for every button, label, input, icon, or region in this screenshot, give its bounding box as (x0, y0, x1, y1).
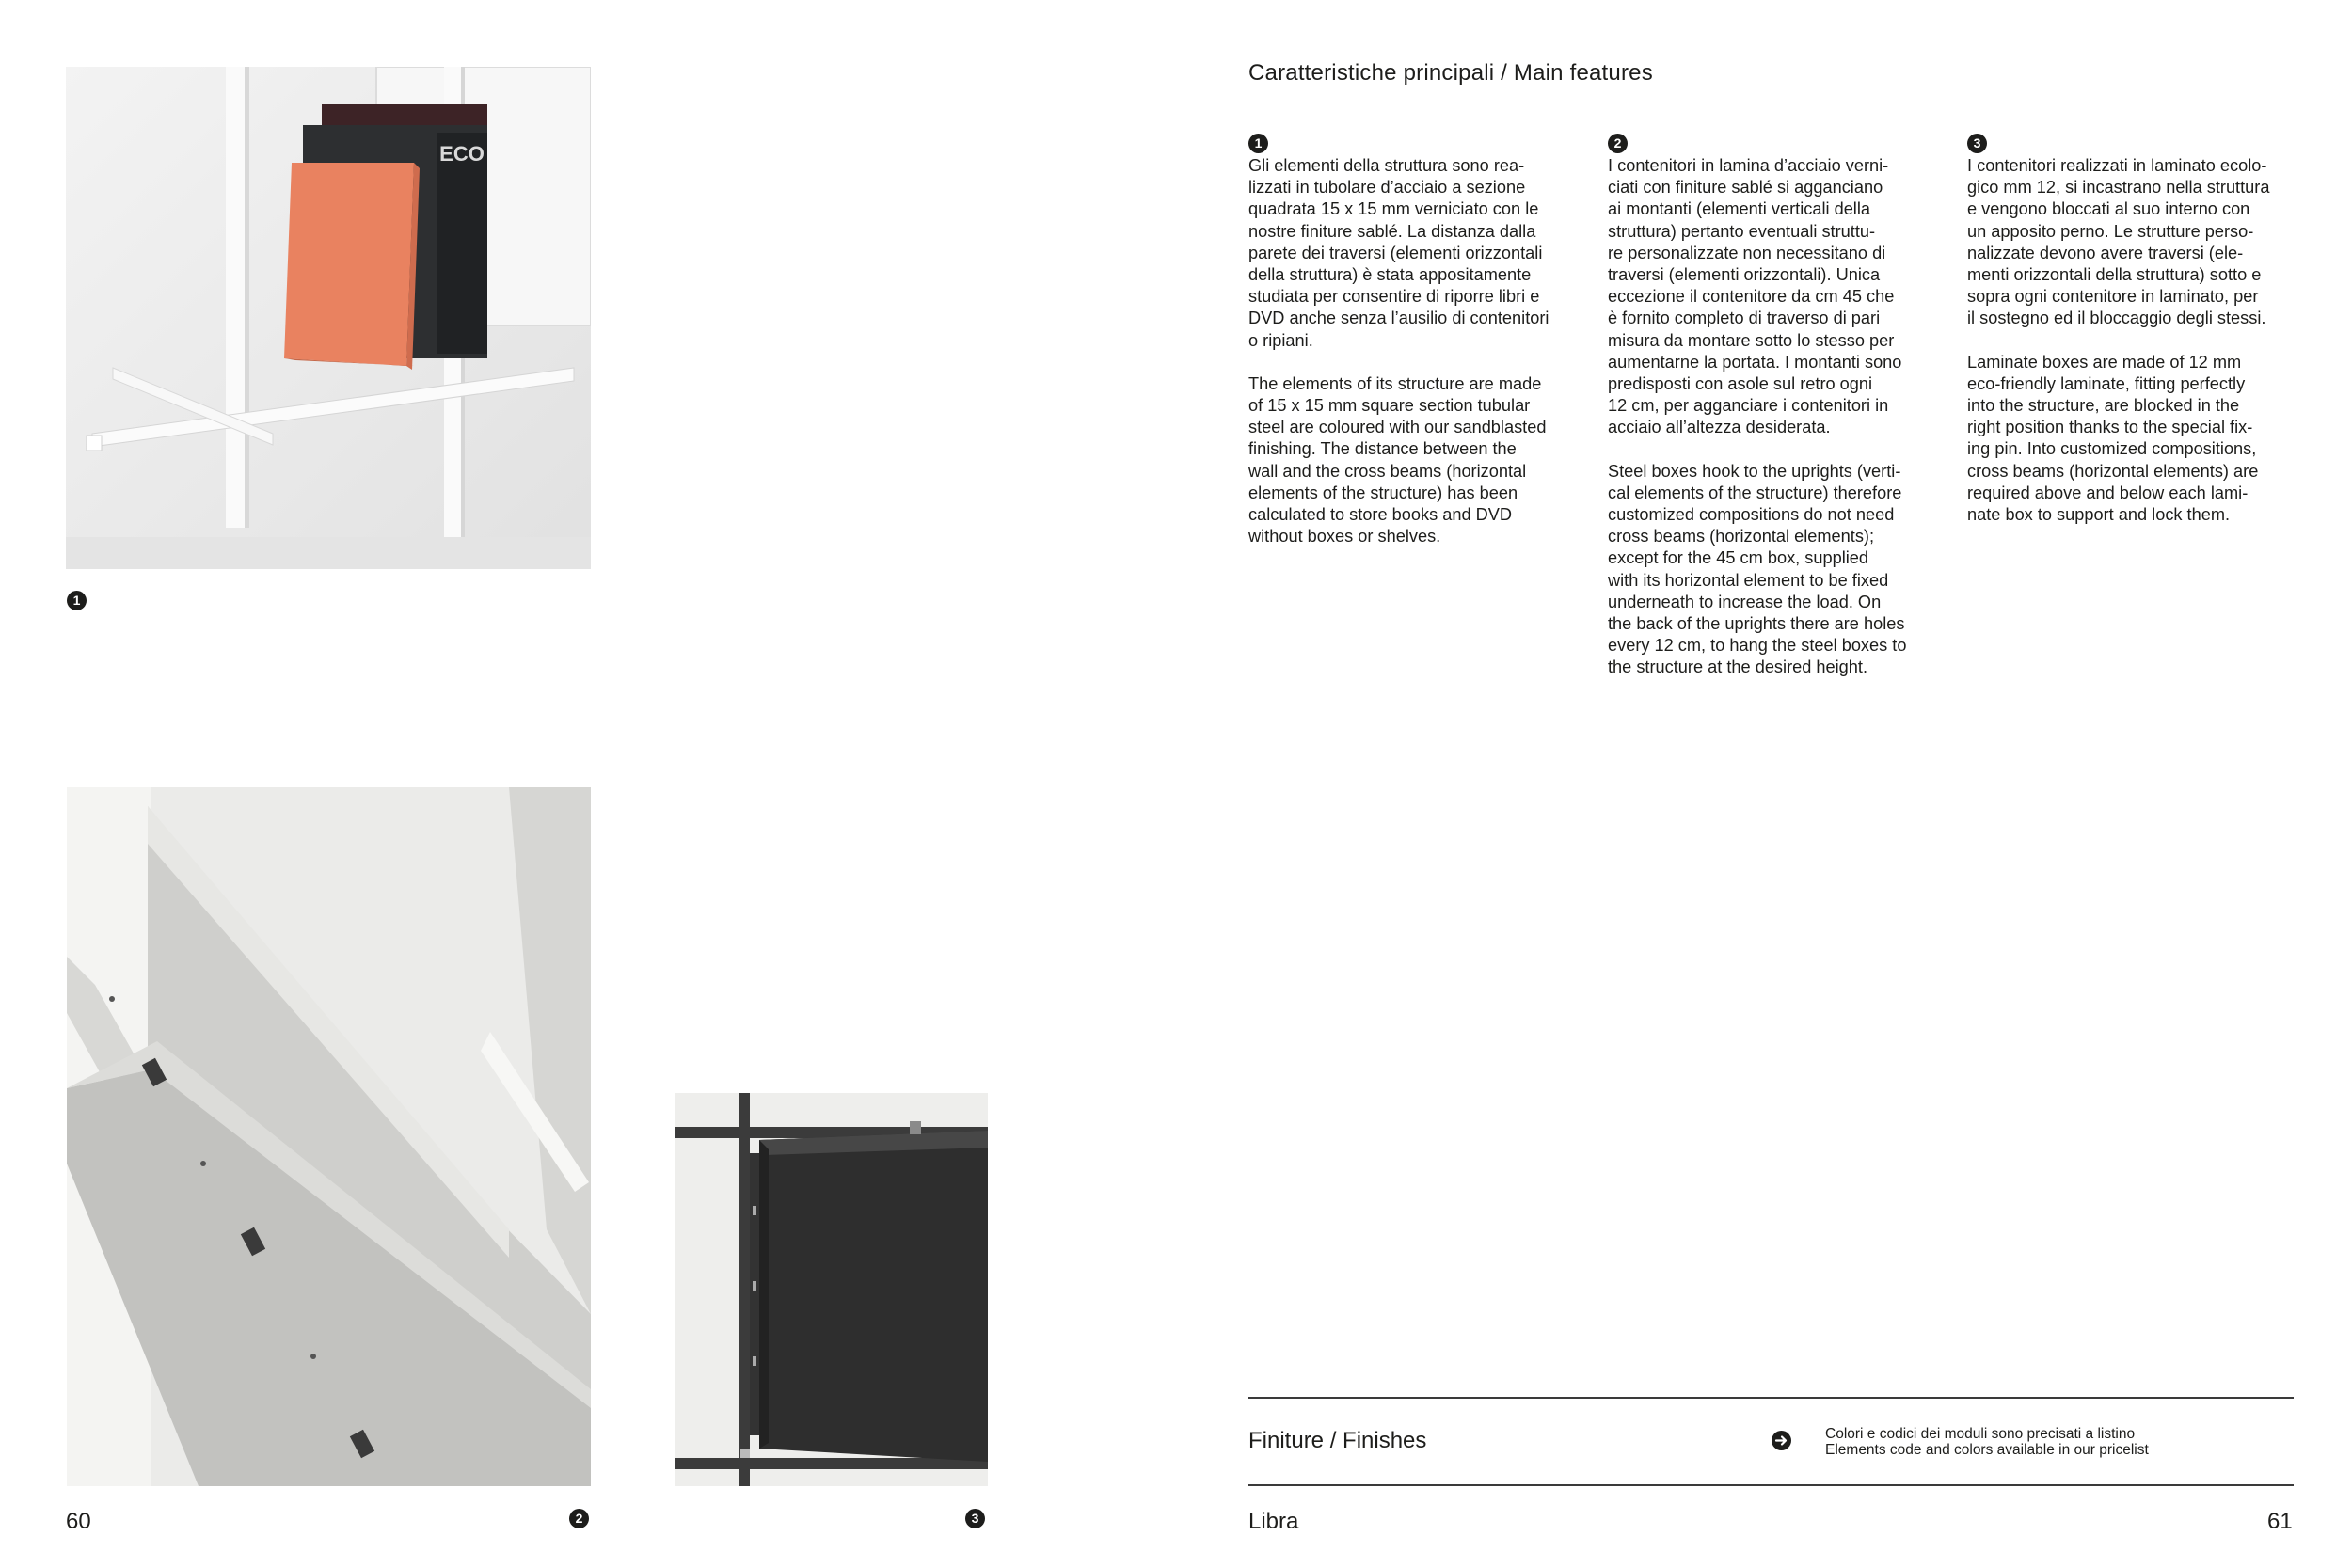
finishes-note (1825, 1426, 2149, 1458)
finishes-note-en: Elements code and colors available in our pricelist (1825, 1442, 2149, 1458)
feature1-badge: 1 (1248, 134, 1268, 153)
photo-steel-box (67, 787, 591, 1486)
feature3-badge: 3 (1967, 134, 1987, 153)
finishes-label: Finiture / Finishes (1248, 1428, 1427, 1453)
steel-box-illustration (67, 787, 591, 1486)
feature2-badge: 2 (1608, 134, 1628, 153)
feature2-text-en: Steel boxes hook to the uprights (verti- cal elements of the structure) therefore customized compositions do not need cross beams (horizontal elements); except for the 45 cm box, supplied with its horizontal element to be fixed underneath to increase the load. On the back of the uprights there are holes every 12 cm, to hang the steel boxes to the structure at the desired height. (1608, 461, 1907, 677)
finishes-bottom-rule (1248, 1484, 2294, 1486)
feature-column-1 (1248, 134, 1580, 569)
feature3-text-en: Laminate boxes are made of 12 mm eco-friendly laminate, fitting perfectly into the structure, are blocked in the right position thanks to the special fix- ing pin. Into customized compositions, cross beams (horizontal elements) are required above and below each lami- nate box to support and lock them. (1967, 352, 2259, 525)
features-title: Caratteristiche principali / Main features (1248, 60, 1653, 86)
photo-shelf-books (66, 67, 591, 569)
finishes-note-it: Colori e codici dei moduli sono precisati a listino (1825, 1426, 2136, 1442)
feature-column-3 (1967, 134, 2298, 547)
finishes-top-rule (1248, 1397, 2294, 1399)
arrow-right-icon (1772, 1431, 1791, 1450)
shelf-books-illustration (66, 67, 591, 569)
brand-name: Libra (1248, 1509, 1299, 1534)
feature2-text-it: I contenitori in lamina d’acciaio verni- ciati con finiture sablé si agganciano ai montanti (elementi verticali della struttura) pertanto eventuali struttu- re personalizzate non necessitano di traversi (elementi orizzontali). Unica eccezione il contenitore da cm 45 che è fornito completo di traverso di pari misura da montare sotto lo stesso per aumentarne la portata. I montanti sono predisposti con asole sul retro ogni 12 cm, per agganciare i contenitori in acciaio all’altezza desiderata. (1608, 156, 1902, 437)
feature-column-2 (1608, 134, 1939, 701)
feature1-text-it: Gli elementi della struttura sono rea- lizzati in tubolare d’acciaio a sezione quadrata 15 x 15 mm verniciato con le nostre finiture sablé. La distanza dalla parete dei traversi (elementi orizzontali della struttura) è stata appositamente studiata per consentire di riporre libri e DVD anche senza l’ausilio di contenitori o ripiani. (1248, 156, 1549, 350)
book-spine-text: ECO (439, 142, 485, 166)
page-number-right: 61 (2267, 1509, 2293, 1534)
page-number-left: 60 (66, 1509, 91, 1534)
photo2-badge: 2 (569, 1509, 589, 1528)
laminate-box-illustration (675, 1093, 988, 1486)
photo1-badge: 1 (67, 591, 87, 610)
feature1-text-en: The elements of its structure are made of 15 x 15 mm square section tubular steel are coloured with our sandblasted finishing. The distance between the wall and the cross beams (horizontal elements of the structure) has been calculated to store books and DVD without boxes or shelves. (1248, 373, 1547, 546)
photo-laminate-box (675, 1093, 988, 1486)
photo3-badge: 3 (965, 1509, 985, 1528)
feature3-text-it: I contenitori realizzati in laminato ecolo- gico mm 12, si incastrano nella struttura e vengono bloccati al suo interno con un apposito perno. Le strutture perso- nalizzate devono avere traversi (ele- menti orizzontali della struttura) sotto e sopra ogni contenitore in laminato, per il sostegno ed il bloccaggio degli stessi. (1967, 156, 2270, 328)
